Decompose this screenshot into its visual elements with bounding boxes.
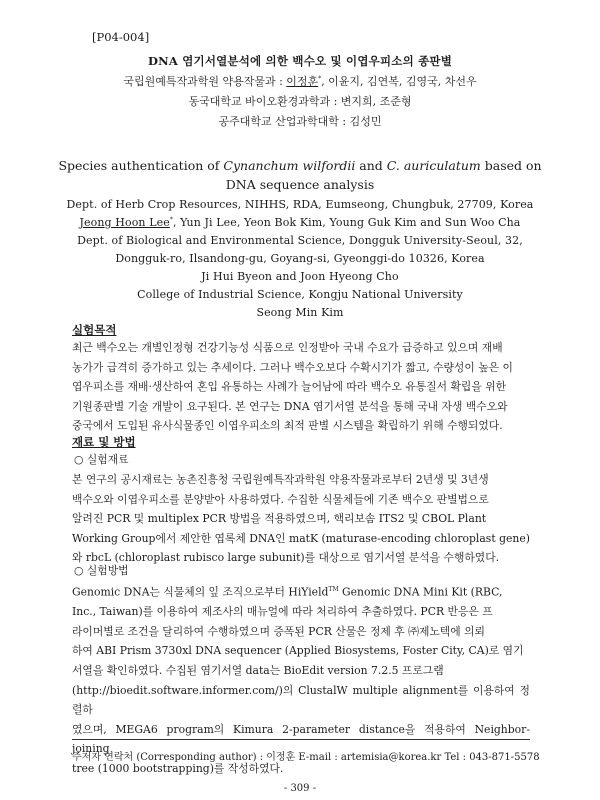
materials-subheading: ○ 실험재료 [74,453,129,466]
materials-line: 본 연구의 공시재료는 농촌진흥청 국립원예특작과학원 약용작물과로부터 2년생 및 3년생 [72,473,489,486]
objective-line: 최근 백수오는 개별인정형 건강기능성 식품으로 인정받아 국내 수요가 급증하고 있으며 재배 [72,341,503,354]
english-corresponding-mark: * [169,216,173,224]
korean-affiliation-2: 동국대학교 바이오환경과학과 : 변지희, 조준형 [188,95,412,108]
english-authors-2: Ji Hui Byeon and Joon Hyeong Cho [201,270,399,283]
species-name-2: C. auriculatum [386,158,481,173]
english-lead-author: Jeong Hoon Lee [79,216,170,229]
objective-heading: 실험목적 [72,323,117,337]
english-affiliation-2-line-1: Dept. of Biological and Environmental Science, Dongguk University-Seoul, 32, [77,234,523,247]
objective-paragraph [72,338,530,436]
english-affiliation-2-line-2: Dongguk-ro, Ilsandong-gu, Goyang-si, Gyeonggi-do 10326, Korea [115,252,485,265]
english-title-line-2: DNA sequence analysis [225,177,375,192]
methods-line [72,580,530,602]
korean-lead-author: 이정훈 [286,75,319,88]
korean-affiliation-1 [0,73,600,89]
methods-line: (http://bioedit.software.informer.com/)의 ClustalW multiple alignment를 이용하여 정렬하 [72,683,530,717]
methods-line-1-prefix: Genomic DNA는 식물체의 잎 조직으로부터 HiYield [72,585,329,599]
methods-line: 서열을 확인하였다. 수집된 염기서열 data는 BioEdit version 7.2.5 프로그램 [72,663,444,677]
poster-code: [P04-004] [92,30,150,44]
objective-line: 엽우피소를 재배·생산하여 혼입 유통하는 사례가 늘어남에 따라 백수오 유통질서 확립을 위한 [72,380,507,394]
methods-subheading: ○ 실험방법 [74,564,129,577]
objective-line: 기원종판별 기술 개발이 요구된다. 본 연구는 DNA 염기서열 분석을 통해 국내 자생 백수오와 [72,399,508,413]
footnote-divider [72,739,530,740]
korean-affiliation-1-prefix: 국립원예특작과학원 약용작물과 : [123,75,287,88]
objective-line: 농가가 급격히 증가하고 있는 추세이다. 그러나 백수오보다 수확시기가 짧고, 수량성이 높은 이 [72,360,513,374]
methods-heading: 재료 및 방법 [72,435,136,449]
methods-line-1-suffix: Genomic DNA Mini Kit (RBC, [338,585,503,599]
trademark-mark: TM [328,586,339,593]
english-authors-3: Seong Min Kim [256,306,344,319]
species-name-1: Cynanchum wilfordii [223,158,356,173]
materials-line: 알려진 PCR 및 multiplex PCR 방법을 적용하였으며, 핵리보솜 ITS2 및 CBOL Plant [72,512,487,526]
materials-line: Working Group에서 제안한 엽록체 DNA인 matK (maturase-encoding chloroplast gene) [72,531,530,545]
english-authors-1-rest: , Yun Ji Lee, Yeon Bok Kim, Young Guk Kim and Sun Woo Cha [172,216,521,229]
methods-line: Inc., Taiwan)를 이용하여 제조사의 매뉴얼에 따라 처리하여 추출하였다. PCR 반응은 프 [72,605,493,619]
objective-line: 중국에서 도입된 유사식물종인 이엽우피소의 최적 판별 시스템을 확립하기 위해 수행되었다. [72,419,503,433]
corresponding-author-footnote: 주저자 연락처 (Corresponding author) : 이정훈 E-mail : artemisia@korea.kr Tel : 043-871-5578 [72,752,540,763]
korean-affiliation-3: 공주대학교 산업과학대학 : 김성민 [218,115,382,128]
materials-line: 백수오와 이엽우피소를 분양받아 사용하였다. 수집한 식물체들에 기존 백수오 판별법으로 [72,492,489,506]
methods-line: tree (1000 bootstrapping)를 작성하였다. [72,761,284,775]
english-title-suffix: based on [480,158,542,173]
materials-line: 와 rbcL (chloroplast rubisco large subunit)를 대상으로 염기서열 분석을 수행하였다. [72,551,500,565]
english-authors-1 [0,216,600,229]
methods-line: 였으며, MEGA6 program의 Kimura 2-parameter distance을 적용하여 Neighbor-joining [72,722,530,756]
english-title-conj: and [355,158,387,173]
english-affiliation-3: College of Industrial Science, Kongju National University [137,288,463,301]
methods-line: 라이머별로 조건을 달리하여 수행하였으며 증폭된 PCR 산물은 정제 후 ㈜제노텍에 의뢰 [72,624,485,638]
english-affiliation-1: Dept. of Herb Crop Resources, NIHHS, RDA, Eumseong, Chungbuk, 27709, Korea [66,198,534,211]
corresponding-mark: * [318,75,322,83]
korean-title: DNA 염기서열분석에 의한 백수오 및 이엽우피소의 종판별 [147,54,453,68]
english-title-prefix: Species authentication of [58,158,224,173]
korean-affiliation-1-authors: , 이윤지, 김연복, 김영국, 차선우 [321,75,477,88]
page-number: - 309 - [283,783,317,794]
english-title [0,156,600,194]
methods-line: 하여 ABI Prism 3730xl DNA sequencer (Applied Biosystems, Foster City, CA)로 염기 [72,644,524,658]
materials-paragraph [72,470,530,568]
